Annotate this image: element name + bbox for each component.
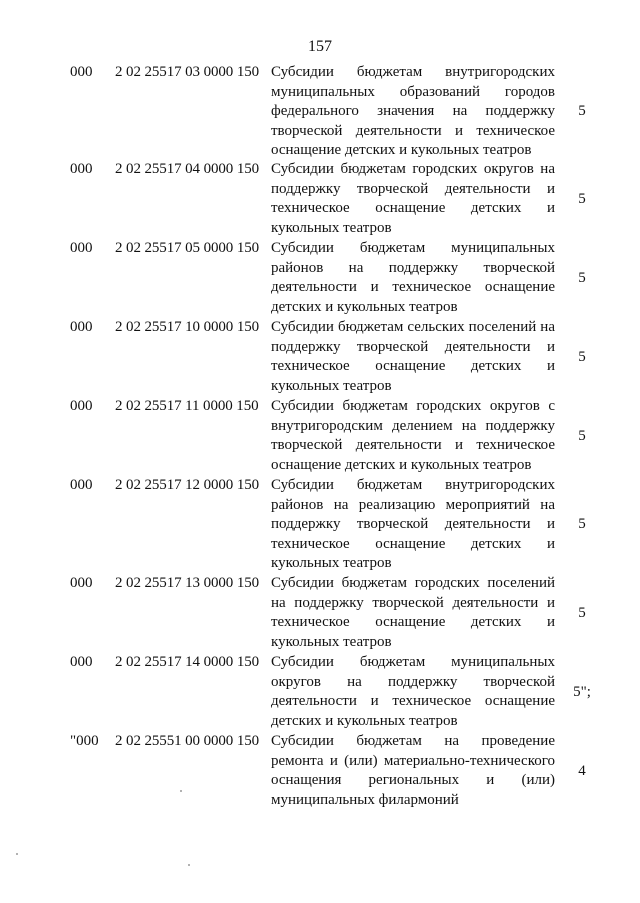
- admin-code: 000: [70, 398, 93, 414]
- income-name: Субсидии бюджетам на проведение ремонта и (или) материально-технического оснащения региональных и (или) муниципальных филармоний: [271, 733, 555, 808]
- table-row: [0, 476, 640, 574]
- table-row: [0, 397, 640, 476]
- amount: 5: [578, 604, 586, 621]
- income-name: Субсидии бюджетам городских округов с внутригородским делением на поддержку творческой деятельности и техническое оснащение детских и кукольных театров: [271, 398, 555, 473]
- scan-speck: [188, 864, 190, 866]
- admin-code: 000: [70, 161, 93, 177]
- amount: 5: [578, 427, 586, 444]
- amount: 5: [578, 348, 586, 365]
- budget-code-table: [0, 63, 640, 812]
- page-number: 157: [308, 38, 332, 55]
- income-name: Субсидии бюджетам муниципальных округов на поддержку творческой деятельности и техническое оснащение детских и кукольных театров: [271, 654, 555, 729]
- admin-code: 000: [70, 654, 93, 670]
- budget-classification-code: 2 02 25517 14 0000 150: [115, 654, 260, 670]
- admin-code: 000: [70, 240, 93, 256]
- admin-code: 000: [70, 477, 93, 493]
- amount: 5: [578, 269, 586, 286]
- budget-classification-code: 2 02 25517 12 0000 150: [115, 477, 260, 493]
- table-row: [0, 239, 640, 318]
- scan-speck: [16, 853, 18, 855]
- budget-classification-code: 2 02 25517 10 0000 150: [115, 319, 260, 335]
- amount: 5: [578, 102, 586, 119]
- admin-code: 000: [70, 64, 93, 80]
- amount: 5: [578, 190, 586, 207]
- admin-code: "000: [70, 733, 99, 749]
- scan-speck: [180, 790, 182, 792]
- amount: 5";: [573, 683, 591, 700]
- income-name: Субсидии бюджетам городских поселений на поддержку творческой деятельности и техническое оснащение детских и кукольных театров: [271, 575, 555, 650]
- income-name: Субсидии бюджетам сельских поселений на поддержку творческой деятельности и техническое оснащение детских и кукольных театров: [271, 319, 555, 394]
- budget-classification-code: 2 02 25551 00 0000 150: [115, 733, 260, 749]
- table-row: [0, 574, 640, 653]
- table-row: [0, 732, 640, 812]
- budget-classification-code: 2 02 25517 11 0000 150: [115, 398, 259, 414]
- table-row: [0, 63, 640, 160]
- income-name: Субсидии бюджетам внутригородских районов на реализацию мероприятий на поддержку творческой деятельности и техническое оснащение детских и кукольных театров: [271, 477, 555, 571]
- admin-code: 000: [70, 575, 93, 591]
- amount: 5: [578, 516, 586, 533]
- income-name: Субсидии бюджетам городских округов на поддержку творческой деятельности и техническое оснащение детских и кукольных театров: [271, 161, 555, 236]
- income-name: Субсидии бюджетам муниципальных районов на поддержку творческой деятельности и техническое оснащение детских и кукольных театров: [271, 240, 555, 315]
- table-row: [0, 653, 640, 732]
- table-row: [0, 318, 640, 397]
- budget-classification-code: 2 02 25517 05 0000 150: [115, 240, 260, 256]
- budget-classification-code: 2 02 25517 13 0000 150: [115, 575, 260, 591]
- admin-code: 000: [70, 319, 93, 335]
- income-name: Субсидии бюджетам внутригородских муниципальных образований городов федерального значения на поддержку творческой деятельности и техническое оснащение детских и кукольных театров: [271, 64, 555, 158]
- budget-classification-code: 2 02 25517 03 0000 150: [115, 64, 260, 80]
- amount: 4: [578, 763, 586, 780]
- table-row: [0, 160, 640, 239]
- budget-classification-code: 2 02 25517 04 0000 150: [115, 161, 260, 177]
